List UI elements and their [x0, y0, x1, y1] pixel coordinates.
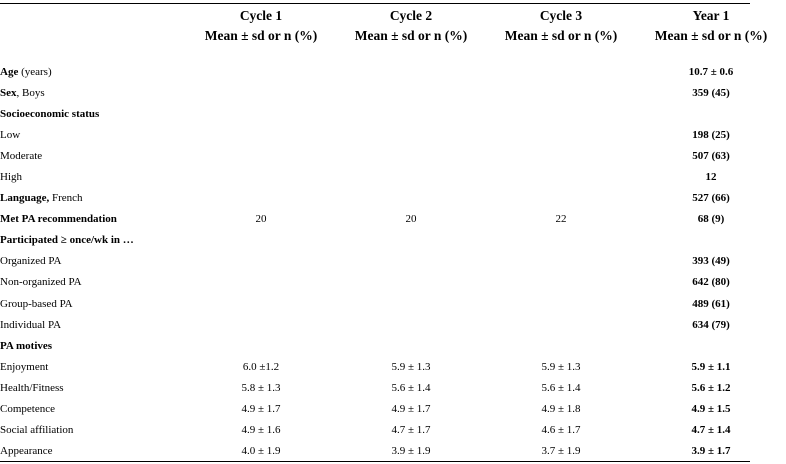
cell-year-1: 4.9 ± 1.5	[691, 403, 731, 416]
cell-cycle-2: 20	[405, 213, 417, 226]
cell-cycle-1: 4.9 ± 1.6	[241, 424, 281, 437]
cell-year-1: 489 (61)	[692, 297, 730, 310]
cell-cycle-2	[336, 335, 486, 356]
cell-year-1: 4.7 ± 1.4	[691, 424, 731, 437]
row-label: Language, French	[0, 192, 83, 205]
cell-cycle-3: 4.9 ± 1.8	[541, 403, 581, 416]
cell-year-1: 527 (66)	[692, 192, 730, 205]
table-row-participated	[0, 230, 786, 251]
cell-cycle-2: 4.9 ± 1.7	[391, 403, 431, 416]
cell-year-1: 10.7 ± 0.6	[688, 65, 734, 78]
cell-year-1: 507 (63)	[692, 149, 730, 162]
row-label: Age (years)	[0, 65, 52, 78]
table-row-pa-motives	[0, 335, 786, 356]
data-table	[0, 61, 786, 462]
cell-cycle-1	[186, 188, 336, 209]
cell-year-1	[636, 335, 786, 356]
cell-cycle-3: 4.6 ± 1.7	[541, 424, 581, 437]
cell-year-1: 3.9 ± 1.7	[691, 445, 731, 458]
cell-cycle-2	[336, 82, 486, 103]
table-row-sex	[0, 82, 786, 103]
table-row-health-fitness	[0, 377, 786, 398]
cell-cycle-2	[336, 61, 486, 82]
cell-cycle-3	[486, 272, 636, 293]
cell-cycle-3	[486, 335, 636, 356]
row-label: Group-based PA	[0, 297, 73, 310]
cell-cycle-1: 6.0 ±1.2	[242, 360, 280, 373]
cell-cycle-1	[186, 272, 336, 293]
cell-cycle-1	[186, 314, 336, 335]
cell-cycle-2	[336, 124, 486, 145]
row-label: Non-organized PA	[0, 276, 82, 289]
cell-cycle-1: 5.8 ± 1.3	[241, 381, 281, 394]
cell-cycle-3	[486, 230, 636, 251]
table-row-ses-high	[0, 166, 786, 187]
cell-cycle-3	[486, 293, 636, 314]
cell-cycle-2	[336, 272, 486, 293]
row-label: Health/Fitness	[0, 381, 64, 394]
cell-cycle-3	[486, 124, 636, 145]
cell-cycle-1	[186, 166, 336, 187]
cell-cycle-3: 22	[555, 213, 567, 226]
cell-cycle-1: 20	[255, 213, 267, 226]
cell-cycle-2	[336, 166, 486, 187]
table-row-met-pa-recommendation	[0, 209, 786, 230]
cell-cycle-1	[186, 335, 336, 356]
cell-cycle-1	[186, 124, 336, 145]
cell-cycle-1	[186, 103, 336, 124]
table-row-language	[0, 188, 786, 209]
cell-cycle-2	[336, 188, 486, 209]
table-row-socioeconomic-status	[0, 103, 786, 124]
cell-cycle-3	[486, 314, 636, 335]
cell-cycle-1	[186, 230, 336, 251]
column-header-cycle-3: Cycle 3 Mean ± sd or n (%)	[504, 8, 618, 43]
row-label: Participated ≥ once/wk in …	[0, 234, 134, 247]
cell-cycle-2	[336, 251, 486, 272]
row-label: Enjoyment	[0, 360, 49, 373]
cell-cycle-1	[186, 82, 336, 103]
cell-cycle-1	[186, 293, 336, 314]
cell-cycle-1: 4.9 ± 1.7	[241, 403, 281, 416]
table-row-group-based-pa	[0, 293, 786, 314]
cell-cycle-2: 5.9 ± 1.3	[391, 360, 431, 373]
cell-cycle-2: 5.6 ± 1.4	[391, 381, 431, 394]
cell-year-1: 5.9 ± 1.1	[691, 360, 731, 373]
cell-cycle-3	[486, 251, 636, 272]
cell-year-1: 12	[705, 171, 717, 184]
cell-cycle-3: 5.9 ± 1.3	[541, 360, 581, 373]
cell-cycle-2	[336, 314, 486, 335]
column-header-cycle-1: Cycle 1 Mean ± sd or n (%)	[204, 8, 318, 43]
row-label: Individual PA	[0, 318, 62, 331]
cell-year-1: 68 (9)	[697, 213, 725, 226]
table-row-competence	[0, 399, 786, 420]
table-header	[0, 8, 768, 48]
cell-year-1	[636, 103, 786, 124]
table-row-individual-pa	[0, 314, 786, 335]
table-row-appearance	[0, 441, 786, 462]
cell-cycle-3	[486, 145, 636, 166]
row-label: Met PA recommendation	[0, 213, 117, 226]
cell-cycle-2	[336, 103, 486, 124]
cell-cycle-2: 3.9 ± 1.9	[391, 445, 431, 458]
row-label: Moderate	[0, 149, 43, 162]
column-header-cycle-2: Cycle 2 Mean ± sd or n (%)	[354, 8, 468, 43]
table-row-ses-low	[0, 124, 786, 145]
cell-cycle-3: 3.7 ± 1.9	[541, 445, 581, 458]
cell-year-1: 634 (79)	[692, 318, 730, 331]
row-label: High	[0, 171, 22, 184]
cell-year-1: 5.6 ± 1.2	[691, 381, 731, 394]
cell-cycle-1	[186, 61, 336, 82]
cell-cycle-3	[486, 166, 636, 187]
cell-year-1: 198 (25)	[692, 128, 730, 141]
row-label: Competence	[0, 403, 55, 416]
cell-cycle-3	[486, 188, 636, 209]
table-bottom-rule	[0, 461, 750, 462]
cell-year-1: 393 (49)	[692, 255, 730, 268]
cell-cycle-3	[486, 61, 636, 82]
cell-year-1: 359 (45)	[692, 86, 730, 99]
cell-cycle-1	[186, 145, 336, 166]
table-row-non-organized-pa	[0, 272, 786, 293]
cell-cycle-1	[186, 251, 336, 272]
cell-cycle-2	[336, 293, 486, 314]
row-label: PA motives	[0, 339, 53, 352]
table-top-rule	[0, 3, 750, 4]
cell-cycle-2	[336, 145, 486, 166]
cell-cycle-1: 4.0 ± 1.9	[241, 445, 281, 458]
cell-year-1	[636, 230, 786, 251]
row-label: Social affiliation	[0, 424, 74, 437]
cell-cycle-3: 5.6 ± 1.4	[541, 381, 581, 394]
row-label: Low	[0, 128, 21, 141]
cell-cycle-3	[486, 82, 636, 103]
table-row-organized-pa	[0, 251, 786, 272]
cell-cycle-2: 4.7 ± 1.7	[391, 424, 431, 437]
cell-cycle-2	[336, 230, 486, 251]
row-label: Socioeconomic status	[0, 107, 100, 120]
table-row-ses-moderate	[0, 145, 786, 166]
table-row-age	[0, 61, 786, 82]
row-label: Sex, Boys	[0, 86, 45, 99]
cell-year-1: 642 (80)	[692, 276, 730, 289]
table-row-social-affiliation	[0, 420, 786, 441]
table-row-enjoyment	[0, 356, 786, 377]
cell-cycle-3	[486, 103, 636, 124]
column-header-year-1: Year 1 Mean ± sd or n (%)	[654, 8, 768, 43]
row-label: Organized PA	[0, 255, 62, 268]
row-label: Appearance	[0, 445, 53, 458]
